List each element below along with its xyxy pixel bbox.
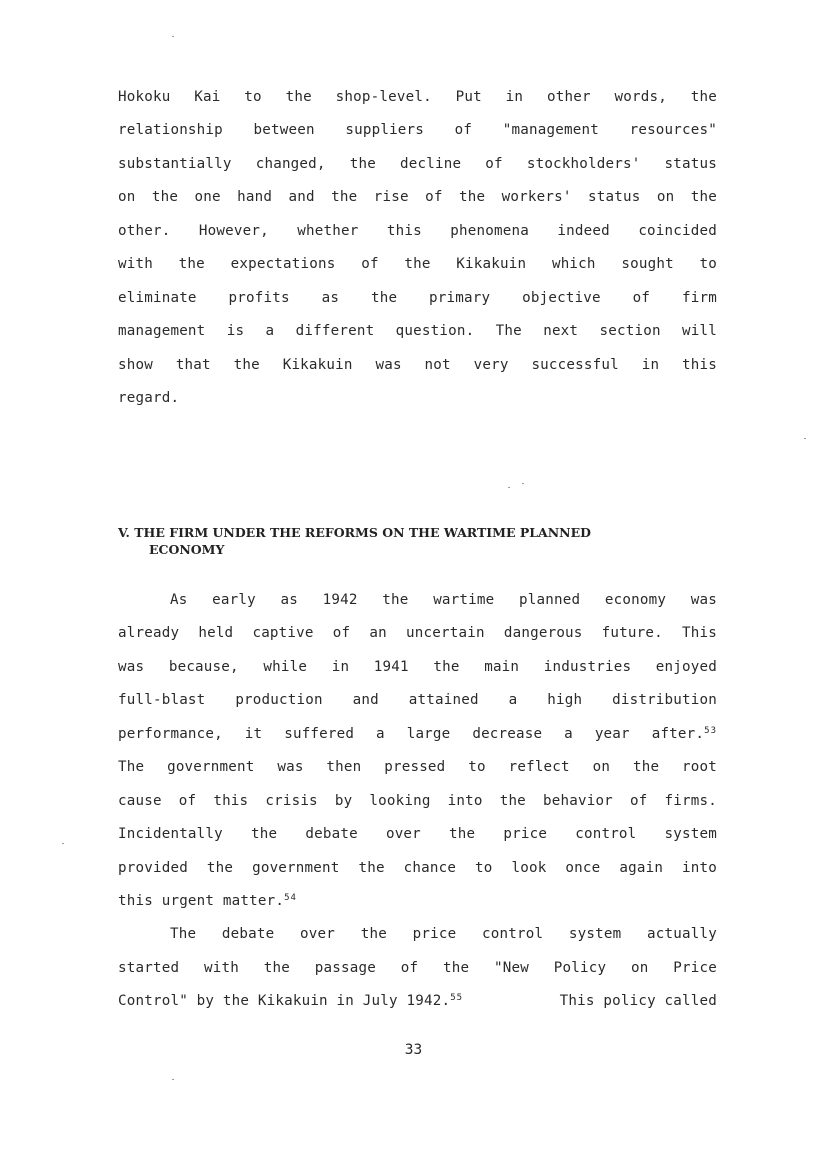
body-paragraph-1 bbox=[118, 81, 717, 415]
text-line: with the expectations of the Kikakuin which sought to bbox=[118, 256, 717, 273]
text-line: Hokoku Kai to the shop-level. Put in other words, the bbox=[118, 89, 717, 105]
text-span: This policy called bbox=[550, 993, 717, 1010]
text-span bbox=[118, 985, 463, 1018]
text-line: Incidentally the debate over the price control system bbox=[118, 826, 717, 843]
footnote-marker: 55 bbox=[450, 993, 464, 1004]
text-line: eliminate profits as the primary objective of firm bbox=[118, 289, 717, 306]
section-heading bbox=[118, 524, 738, 558]
text-span: this urgent matter. bbox=[118, 892, 285, 909]
scan-speck bbox=[172, 1079, 174, 1080]
text-span: performance, it suffered a large decrease a year after. bbox=[118, 725, 705, 742]
text-line bbox=[118, 985, 717, 1018]
text-line: show that the Kikakuin was not very successful in this bbox=[118, 356, 717, 373]
text-line: As early as 1942 the wartime planned economy was bbox=[170, 592, 717, 608]
text-line: other. However, whether this phenomena indeed coincided bbox=[118, 222, 717, 239]
section-heading-line-1: V. THE FIRM UNDER THE REFORMS ON THE WARTIME PLANNED bbox=[118, 525, 591, 540]
section-heading-line-2: ECONOMY bbox=[149, 542, 225, 557]
footnote-marker: 53 bbox=[704, 725, 717, 736]
text-line: started with the passage of the "New Policy on Price bbox=[118, 959, 717, 976]
text-line bbox=[118, 885, 717, 918]
text-line: full-blast production and attained a high distribution bbox=[118, 692, 717, 709]
text-line: already held captive of an uncertain dangerous future. This bbox=[118, 625, 717, 642]
text-line bbox=[118, 718, 717, 751]
scan-speck bbox=[172, 36, 174, 37]
text-line: The government was then pressed to reflect on the root bbox=[118, 759, 717, 776]
scan-speck bbox=[804, 438, 806, 439]
scan-speck bbox=[62, 843, 64, 844]
text-line: was because, while in 1941 the main industries enjoyed bbox=[118, 658, 717, 675]
page-number: 33 bbox=[404, 1042, 423, 1058]
text-line: regard. bbox=[118, 389, 180, 406]
text-line: cause of this crisis by looking into the behavior of firms. bbox=[118, 792, 717, 809]
text-line: substantially changed, the decline of stockholders' status bbox=[118, 155, 717, 172]
text-line: management is a different question. The next section will bbox=[118, 323, 717, 340]
text-line: relationship between suppliers of "management resources" bbox=[118, 122, 717, 139]
body-paragraph-2 bbox=[118, 584, 717, 1019]
text-line: provided the government the chance to look once again into bbox=[118, 859, 717, 876]
text-span: Control" by the Kikakuin in July 1942. bbox=[118, 993, 451, 1010]
scan-speck bbox=[508, 487, 510, 488]
text-line: The debate over the price control system actually bbox=[170, 926, 717, 943]
footnote-marker: 54 bbox=[284, 892, 297, 903]
text-line: on the one hand and the rise of the workers' status on the bbox=[118, 189, 717, 206]
scan-speck bbox=[522, 483, 524, 484]
